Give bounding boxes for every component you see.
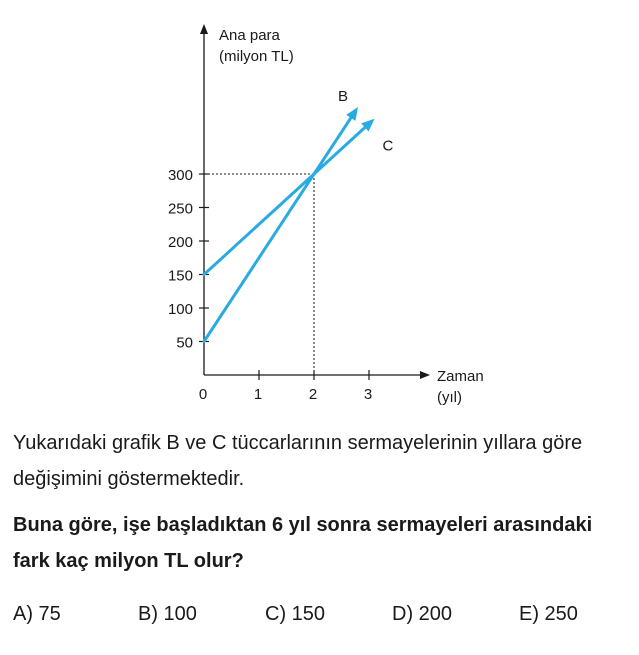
x-tick-label-0: 0 — [198, 386, 208, 403]
y-tick-label-150: 150 — [167, 267, 193, 285]
series-line-B — [204, 118, 351, 342]
y-tick-label-300: 300 — [167, 167, 193, 184]
y-tick-label-250: 250 — [167, 200, 193, 218]
question-text: Yukarıdaki grafik B ve C tüccarlarının sermayelerinin yıllara göre değişimini göstermektedir. — [13, 432, 583, 490]
option-e[interactable]: E) 250 — [519, 603, 578, 625]
series-arrowhead-B — [346, 107, 358, 121]
option-a[interactable]: A) 75 — [13, 603, 61, 625]
option-c[interactable]: C) 150 — [265, 603, 326, 625]
y-tick-label-50: 50 — [176, 334, 193, 352]
y-axis-label-line1: Ana para — [219, 27, 280, 44]
answer-options — [0, 603, 639, 639]
option-b[interactable]: B) 100 — [138, 603, 197, 625]
x-tick-label-2: 2 — [308, 386, 318, 403]
x-tick-label-3: 3 — [363, 386, 373, 403]
series-label-B: B — [338, 88, 349, 105]
x-tick-label-1: 1 — [253, 386, 263, 403]
series-line-C — [204, 127, 365, 274]
x-axis-label-line2: (yıl) — [437, 389, 462, 406]
series-label-C: C — [382, 137, 394, 155]
y-tick-label-100: 100 — [167, 301, 193, 318]
y-axis-label-line2: (milyon TL) — [219, 48, 294, 65]
x-axis-arrow — [420, 371, 430, 379]
y-axis-arrow — [200, 24, 208, 34]
y-tick-label-200: 200 — [167, 234, 193, 251]
question-prompt: Buna göre, işe başladıktan 6 yıl sonra sermayeleri arasındaki fark kaç milyon TL olur? — [13, 514, 593, 572]
option-d[interactable]: D) 200 — [392, 603, 453, 625]
x-axis-label-line1: Zaman — [437, 368, 484, 385]
